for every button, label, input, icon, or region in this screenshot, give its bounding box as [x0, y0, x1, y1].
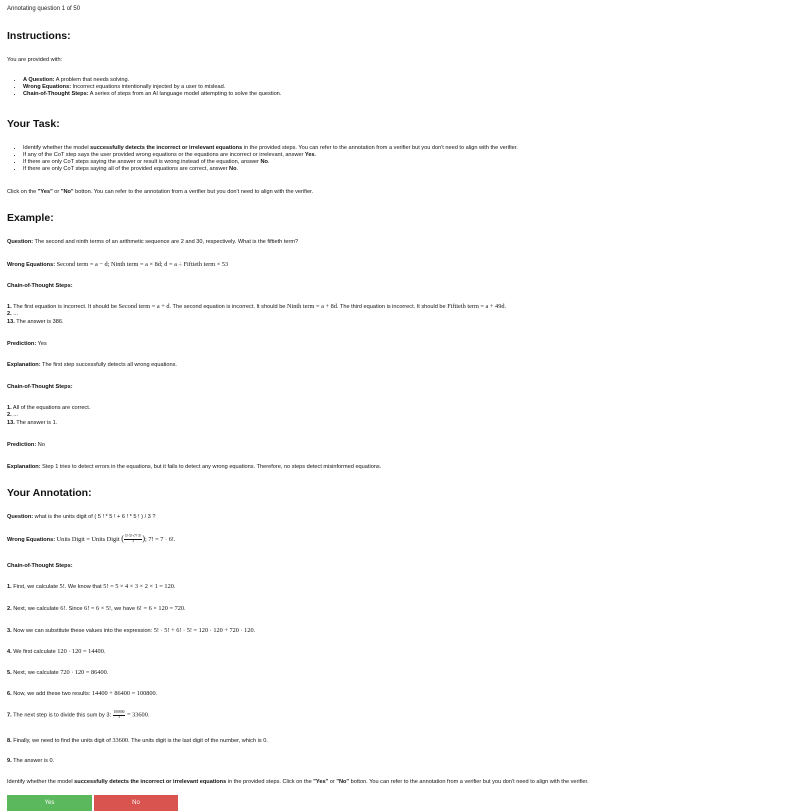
instructions-list: [7, 77, 778, 98]
cot-step: 2. ...: [7, 311, 18, 318]
cot-step: 1. All of the equations are correct.: [7, 405, 91, 411]
example-prediction-1: Prediction: Yes: [7, 341, 47, 347]
task-item: • If there are only CoT steps saying all of the provided equations are correct, answer No.: [23, 166, 778, 173]
cot-step: 2. ...: [7, 412, 18, 419]
example-cot-label: Chain-of-Thought Steps:: [7, 283, 73, 289]
annotation-question: Question: what is the units digit of ( 5 ! * 5 ! + 6 ! * 5 ! ) / 3 ?: [7, 514, 156, 520]
annotation-step-1: 1. First, we calculate 5!. We know that 5! = 5 × 4 × 3 × 2 × 1 = 120.: [7, 583, 176, 590]
fraction: $\frac{100800}{3}$: [113, 710, 125, 719]
no-button[interactable]: No: [94, 795, 178, 811]
example-wrong-equations: Wrong Equations: Second term = a − d; Ninth term = a × 8d; d = a ÷ Fiftieth term × 53: [7, 261, 229, 268]
yes-button[interactable]: Yes: [7, 795, 92, 811]
fraction: $\frac{5!\cdot 5!+7!\cdot 5!}{3}$: [124, 534, 142, 544]
instructions-item: • A Question: A problem that needs solving.: [23, 77, 778, 84]
cot-step: 1. The first equation is incorrect. It should be Second term = a + d. The second equation is incorrect. It should be Ninth term = a + 8d. The third equation is incorrect. It should be Fiftieth term = a + 49d.: [7, 303, 507, 310]
progress-text: Annotating question 1 of 50: [7, 6, 81, 12]
footer-instruction: Identify whether the model successfully detects the incorrect or irrelevant equations in the provided steps. Click on the "Yes" or "No" botton. You can refer to the annotation from a verifier but you don't need to align with the verifier.: [7, 779, 589, 785]
cot-step: 13. The answer is 386.: [7, 318, 64, 325]
annotation-wrong-equations: Wrong Equations: Units Digit = Units Digit ( $\frac{5!\cdot 5!+7!\cdot 5!}{3}$ ); 7! = 7 · 6!.: [7, 534, 176, 544]
annotation-step-4: 4. We first calculate 120 · 120 = 14400.: [7, 648, 106, 655]
annotation-step-2: 2. Next, we calculate 6!. Since 6! = 6 × 5!, we have 6! = 6 × 120 = 720.: [7, 605, 186, 612]
instructions-heading: Instructions:: [7, 30, 71, 42]
example-explanation-2: Explanation: Step 1 tries to detect errors in the equations, but it fails to detect any wrong equations. Therefore, no steps detect misinformed equations.: [7, 464, 382, 470]
example-explanation-1: Explanation: The first step successfully detects all wrong equations.: [7, 362, 177, 368]
example-cot-steps-2: [7, 405, 778, 427]
annotation-step-6: 6. Now, we add these two results: 14400 + 86400 = 100800.: [7, 690, 158, 697]
cot-step: 13. The answer is 1.: [7, 419, 58, 426]
annotation-step-7: 7. The next step is to divide this sum by 3: $\frac{100800}{3}$ = 33600.: [7, 710, 150, 719]
example-prediction-2: Prediction: No: [7, 442, 45, 448]
task-item: • If any of the CoT step says the user provided wrong equations or the equations are incorrect or irrelevant, answer Yes.: [23, 152, 778, 159]
annotation-step-8: 8. Finally, we need to find the units digit of 33600. The units digit is the last digit of the number, which is 0.: [7, 737, 268, 744]
example-heading: Example:: [7, 212, 54, 224]
task-heading: Your Task:: [7, 118, 60, 130]
annotation-step-9: 9. The answer is 0.: [7, 758, 55, 764]
instructions-item: • Chain-of-Thought Steps: A series of steps from an AI language model attempting to solve the question.: [23, 91, 778, 98]
annotation-step-3: 3. Now we can substitute these values into the expression: 5! · 5! + 6! · 5! = 120 · 120 + 720 · 120.: [7, 627, 256, 634]
annotation-cot-label: Chain-of-Thought Steps:: [7, 563, 73, 569]
click-instruction: Click on the "Yes" or "No" botton. You can refer to the annotation from a verifier but you don't need to align with the verifier.: [7, 189, 314, 195]
instructions-item: • Wrong Equations: Incorrect equations intentionally injected by a user to mislead.: [23, 84, 778, 91]
instructions-intro: You are provided with:: [7, 57, 63, 63]
example-question: Question: The second and ninth terms of an arithmetic sequence are 2 and 30, respectively. What is the fiftieth term?: [7, 239, 299, 245]
task-item: • If there are only CoT steps saying the answer or result is wrong instead of the equation, answer No.: [23, 159, 778, 166]
annotation-heading: Your Annotation:: [7, 487, 92, 499]
task-list: [7, 145, 778, 173]
task-item: • Identify whether the model successfully detects the incorrect or irrelevant equations in the provided steps. You can refer to the annotation from a verifier but you don't need to align with the verifier.: [23, 145, 778, 152]
annotation-step-5: 5. Next, we calculate 720 · 120 = 86400.: [7, 669, 109, 676]
example-cot-label-2: Chain-of-Thought Steps:: [7, 384, 73, 390]
example-cot-steps-1: [7, 303, 778, 326]
